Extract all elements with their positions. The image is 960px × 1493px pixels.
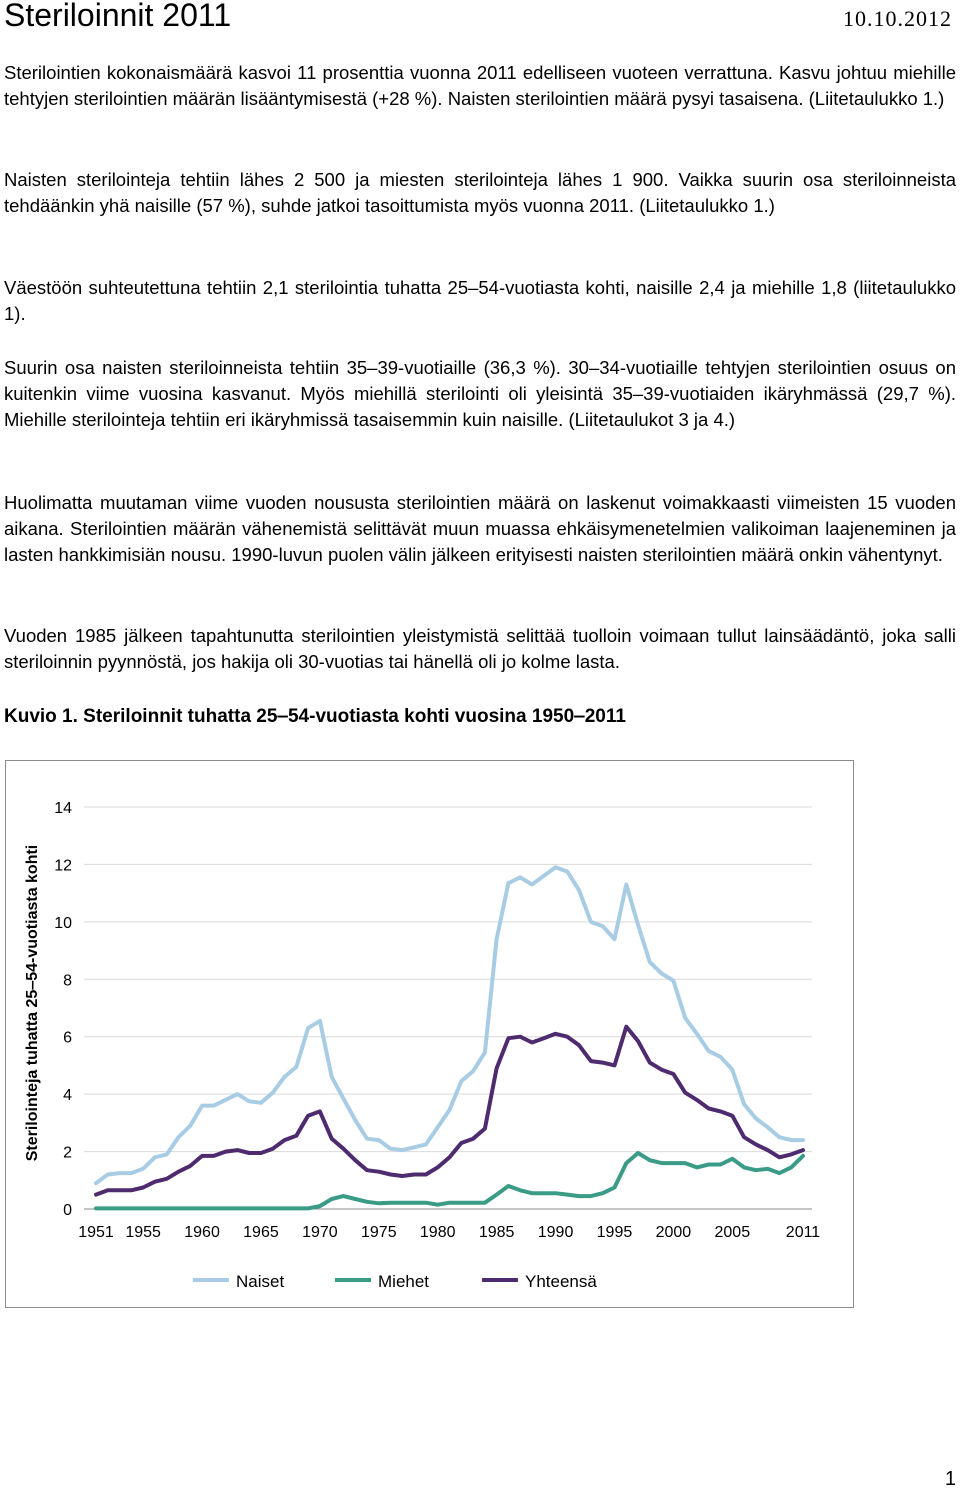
x-tick-label: 2000 — [655, 1224, 692, 1241]
x-tick-label: 1980 — [419, 1224, 456, 1241]
y-tick-label: 10 — [54, 914, 72, 932]
x-tick-label: 1990 — [537, 1224, 574, 1241]
body-paragraph-6: Vuoden 1985 jälkeen tapahtunutta sterilointien yleistymistä selittää tuolloin voimaan tullut lainsäädäntö, joka salli steriloinnin pyynnöstä, jos hakija oli 30-vuotias tai hänellä oli jo kolme lasta. — [4, 625, 956, 672]
legend-label: Miehet — [378, 1272, 430, 1291]
publication-date: 10.10.2012 — [843, 6, 952, 31]
body-paragraph-3: Väestöön suhteutettuna tehtiin 2,1 sterilointia tuhatta 25‒54-vuotiasta kohti, naisille 2,4 ja miehille 1,8 (liitetaulukko 1). — [4, 277, 956, 324]
x-tick-label: 1960 — [184, 1224, 220, 1241]
figure-title: Kuvio 1. Steriloinnit tuhatta 25‒54-vuotiasta kohti vuosina 1950‒2011 — [4, 706, 626, 727]
x-tick-label: 2011 — [785, 1224, 821, 1241]
y-tick-label: 6 — [63, 1029, 72, 1047]
y-tick-label: 2 — [63, 1144, 72, 1162]
y-axis-title: Sterilointeja tuhatta 25‒54-vuotiasta kohti — [24, 844, 41, 1162]
x-tick-label: 1975 — [361, 1224, 397, 1241]
body-paragraph-5: Huolimatta muutaman viime vuoden noususta sterilointien määrä on laskenut voimakkaasti viimeisten 15 vuoden aikana. Sterilointien määrän vähenemistä selittävät muun muassa ehkäisymenetelmien valikoiman laajeneminen ja lasten hankkimisiän nousu. 1990-luvun puolen välin jälkeen erityisesti naisten sterilointien määrä onkin vähentynyt. — [4, 492, 956, 565]
x-tick-label: 1955 — [125, 1224, 161, 1241]
body-paragraph-2: Naisten sterilointeja tehtiin lähes 2 500 ja miesten sterilointeja lähes 1 900. Vaikka suurin osa sterilоinneista tehdäänkin yhä naisille (57 %), suhde jatkoi tasoittumista myös vuonna 2011. (Liitetaulukko 1.) — [4, 169, 956, 216]
x-tick-label: 1985 — [478, 1224, 515, 1241]
y-tick-label: 0 — [63, 1202, 72, 1219]
body-paragraph-4: Suurin osa naisten steriloinneista tehtiin 35‒39-vuotiaille (36,3 %). 30‒34-vuotiaille tehtyjen sterilointien osuus on kuitenkin viime vuosina kasvanut. Myös miehillä sterilointi oli yleisintä 35‒39-vuotiaiden ikäryhmässä (29,7 %). Miehille sterilointeja tehtiin eri ikäryhmissä tasaisemmin kuin naisille. (Liitetaulukot 3 ja 4.) — [4, 357, 956, 430]
y-tick-label: 12 — [54, 857, 72, 875]
y-tick-label: 14 — [54, 800, 72, 817]
x-tick-label: 2005 — [714, 1224, 751, 1241]
y-tick-label: 8 — [63, 972, 72, 990]
x-tick-label: 1995 — [596, 1224, 633, 1241]
page-title: Steriloinnit 2011 — [4, 0, 232, 33]
y-tick-label: 4 — [63, 1087, 72, 1105]
x-tick-label: 1951 — [78, 1224, 114, 1241]
x-tick-label: 1965 — [243, 1224, 279, 1241]
legend-label: Naiset — [236, 1272, 285, 1291]
x-tick-label: 1970 — [302, 1224, 338, 1241]
series-line-miehet — [96, 1153, 803, 1208]
page-number: 1 — [944, 1468, 956, 1490]
series-line-naiset — [96, 867, 803, 1183]
body-paragraph-1: Sterilointien kokonaismäärä kasvoi 11 prosenttia vuonna 2011 edelliseen vuoteen verrattuna. Kasvu johtuu miehille tehtyjen sterilointien määrän lisääntymisestä (+28 %). Naisten sterilointien määrä pysyi tasaisena. (Liitetaulukko 1.) — [4, 62, 956, 109]
legend-label: Yhteensä — [525, 1272, 597, 1291]
